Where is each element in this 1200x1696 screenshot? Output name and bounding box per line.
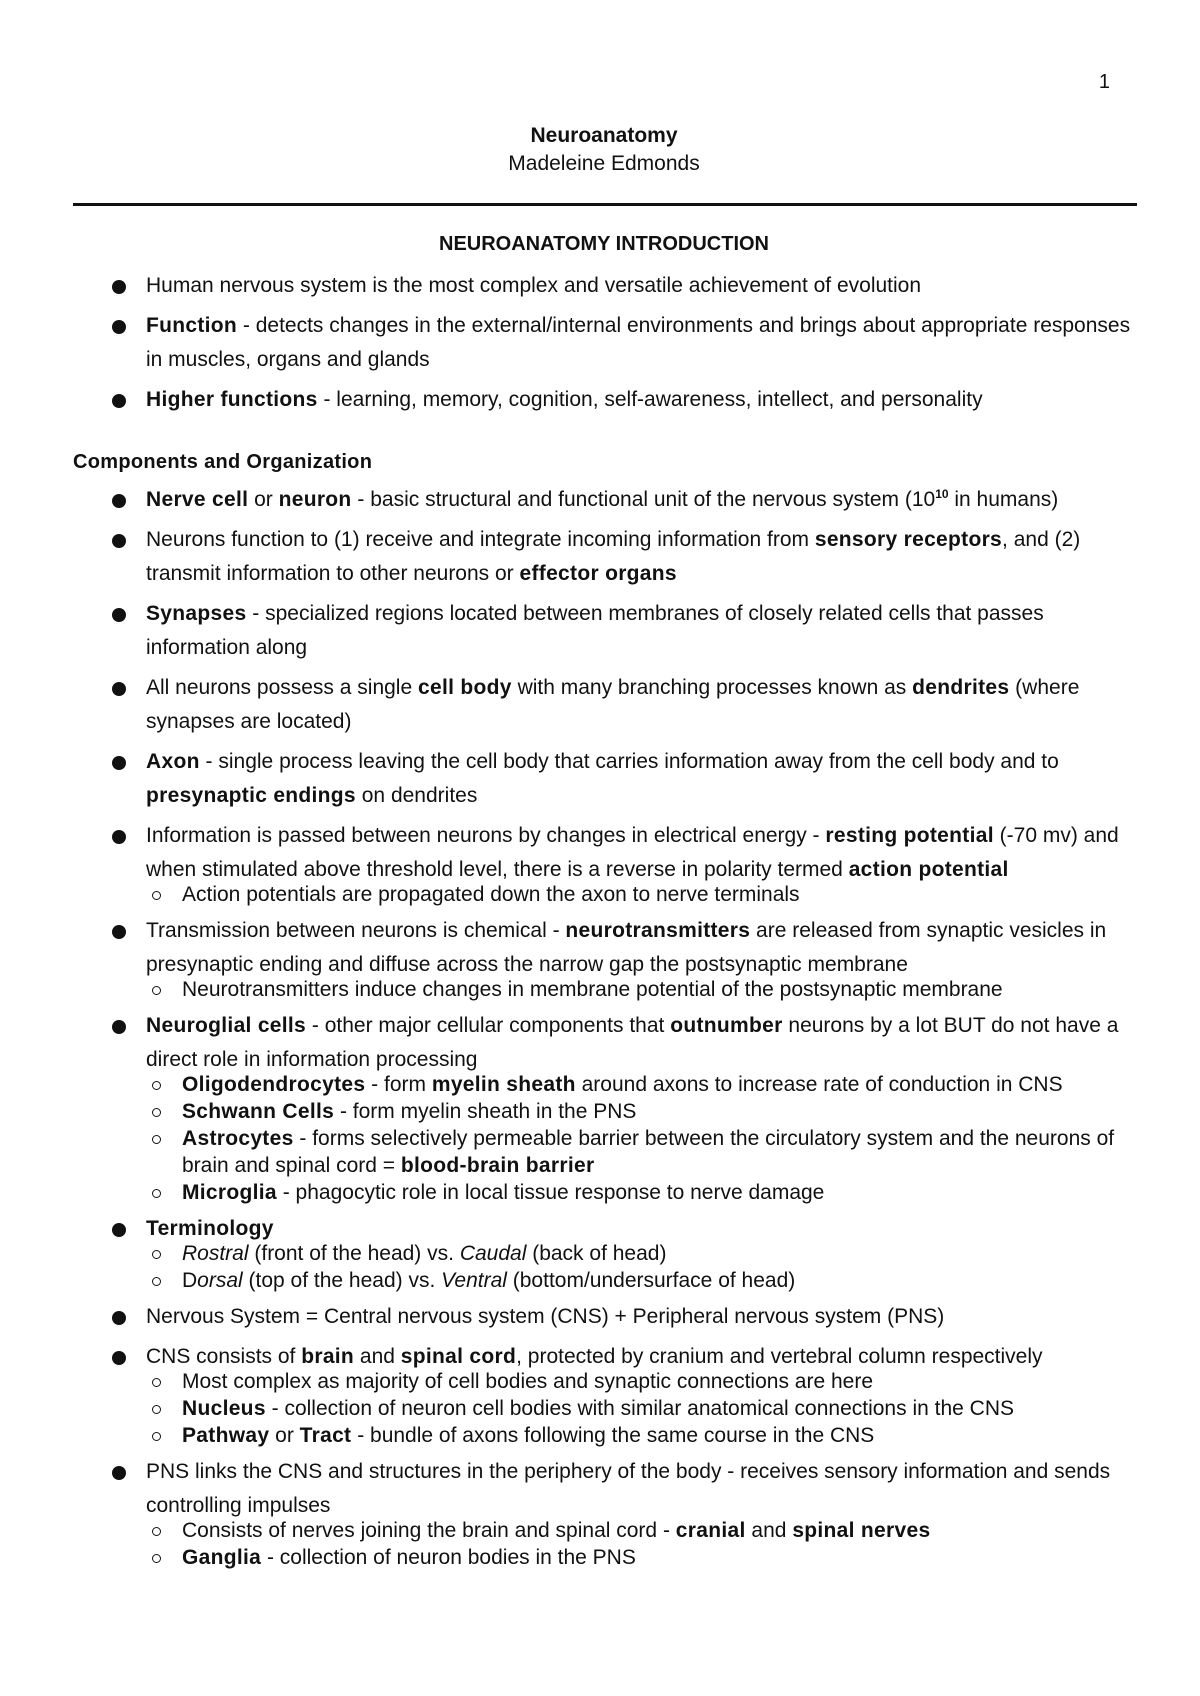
sub-list [146, 1071, 1136, 1206]
sub-list-item: Dorsal (top of the head) vs. Ventral (bottom/undersurface of head) [146, 1267, 1136, 1294]
sub-list [146, 881, 1136, 908]
list-item: Human nervous system is the most complex and versatile achievement of evolution [0, 269, 1200, 303]
sub-list-item: Rostral (front of the head) vs. Caudal (back of head) [146, 1240, 1136, 1267]
list-item: Information is passed between neurons by changes in electrical energy - resting potential (-70 mv) and when stimulated above threshold level, there is a reverse in polarity termed action potential Action potentials are propagated down the axon to nerve terminals [0, 819, 1200, 908]
sub-list-item: Neurotransmitters induce changes in membrane potential of the postsynaptic membrane [146, 976, 1136, 1003]
sub-list-item: Schwann Cells - form myelin sheath in the PNS [146, 1098, 1136, 1125]
list-item: PNS links the CNS and structures in the periphery of the body - receives sensory information and sends controlling impulses Consists of nerves joining the brain and spinal cord - cranial and spinal nerves Ganglia - collection of neuron bodies in the PNS [0, 1455, 1200, 1571]
section-heading: NEUROANATOMY INTRODUCTION [439, 233, 769, 255]
list-item: CNS consists of brain and spinal cord, protected by cranium and vertebral column respectively Most complex as majority of cell bodies and synaptic connections are here Nucleus - collection of neuron cell bodies with similar anatomical connections in the CNS Pathway or Tract - bundle of axons following the same course in the CNS [0, 1340, 1200, 1449]
sub-list-item: Microglia - phagocytic role in local tissue response to nerve damage [146, 1179, 1136, 1206]
sub-list-item: Action potentials are propagated down the axon to nerve terminals [146, 881, 1136, 908]
document-author: Madeleine Edmonds [508, 152, 700, 175]
list-item: Transmission between neurons is chemical - neurotransmitters are released from synaptic vesicles in presynaptic ending and diffuse across the narrow gap the postsynaptic membrane Neurotransmitters induce changes in membrane potential of the postsynaptic membrane [0, 914, 1200, 1003]
title-divider [73, 203, 1137, 206]
list-item: Terminology Rostral (front of the head) vs. Caudal (back of head) Dorsal (top of the head) vs. Ventral (bottom/undersurface of head) [0, 1212, 1200, 1294]
list-item: All neurons possess a single cell body with many branching processes known as dendrites (where synapses are located) [0, 671, 1200, 739]
list-item: Function - detects changes in the external/internal environments and brings about appropriate responses in muscles, organs and glands [0, 309, 1200, 377]
document-title: Neuroanatomy [530, 124, 678, 147]
list-item: Nerve cell or neuron - basic structural and functional unit of the nervous system ($10^{10}$ in humans) [0, 483, 1200, 517]
sub-list [146, 1240, 1136, 1294]
sub-list [146, 1368, 1136, 1449]
list-item: Higher functions - learning, memory, cognition, self-awareness, intellect, and personality [0, 383, 1200, 417]
sub-list-item: Most complex as majority of cell bodies and synaptic connections are here [146, 1368, 1136, 1395]
sub-list-item: Consists of nerves joining the brain and spinal cord - cranial and spinal nerves [146, 1517, 1136, 1544]
sub-list-item: Ganglia - collection of neuron bodies in the PNS [146, 1544, 1136, 1571]
title-block [0, 122, 1200, 178]
intro-bullet-list [0, 269, 1200, 423]
page-number: 1 [1098, 71, 1110, 93]
list-item: Neurons function to (1) receive and integrate incoming information from sensory receptors, and (2) transmit information to other neurons or effector organs [0, 523, 1200, 591]
sub-list-item: Oligodendrocytes - form myelin sheath around axons to increase rate of conduction in CNS [146, 1071, 1136, 1098]
components-bullet-list [0, 483, 1200, 1577]
sub-list-item: Nucleus - collection of neuron cell bodies with similar anatomical connections in the CNS [146, 1395, 1136, 1422]
components-heading: Components and Organization [73, 451, 373, 473]
list-item: Neuroglial cells - other major cellular components that outnumber neurons by a lot BUT do not have a direct role in information processing Oligodendrocytes - form myelin sheath around axons to increase rate of conduction in CNS Schwann Cells - form myelin sheath in the PNS Astrocytes - forms selectively permeable barrier between the circulatory system and the neurons of brain and spinal cord = blood-brain barrier Microglia - phagocytic role in local tissue response to nerve damage [0, 1009, 1200, 1206]
sub-list-item: Pathway or Tract - bundle of axons following the same course in the CNS [146, 1422, 1136, 1449]
list-item: Synapses - specialized regions located between membranes of closely related cells that passes information along [0, 597, 1200, 665]
sub-list [146, 1517, 1136, 1571]
sub-list [146, 976, 1136, 1003]
sub-list-item: Astrocytes - forms selectively permeable barrier between the circulatory system and the neurons of brain and spinal cord = blood-brain barrier [146, 1125, 1136, 1179]
list-item: Nervous System = Central nervous system (CNS) + Peripheral nervous system (PNS) [0, 1300, 1200, 1334]
list-item: Axon - single process leaving the cell body that carries information away from the cell body and to presynaptic endings on dendrites [0, 745, 1200, 813]
